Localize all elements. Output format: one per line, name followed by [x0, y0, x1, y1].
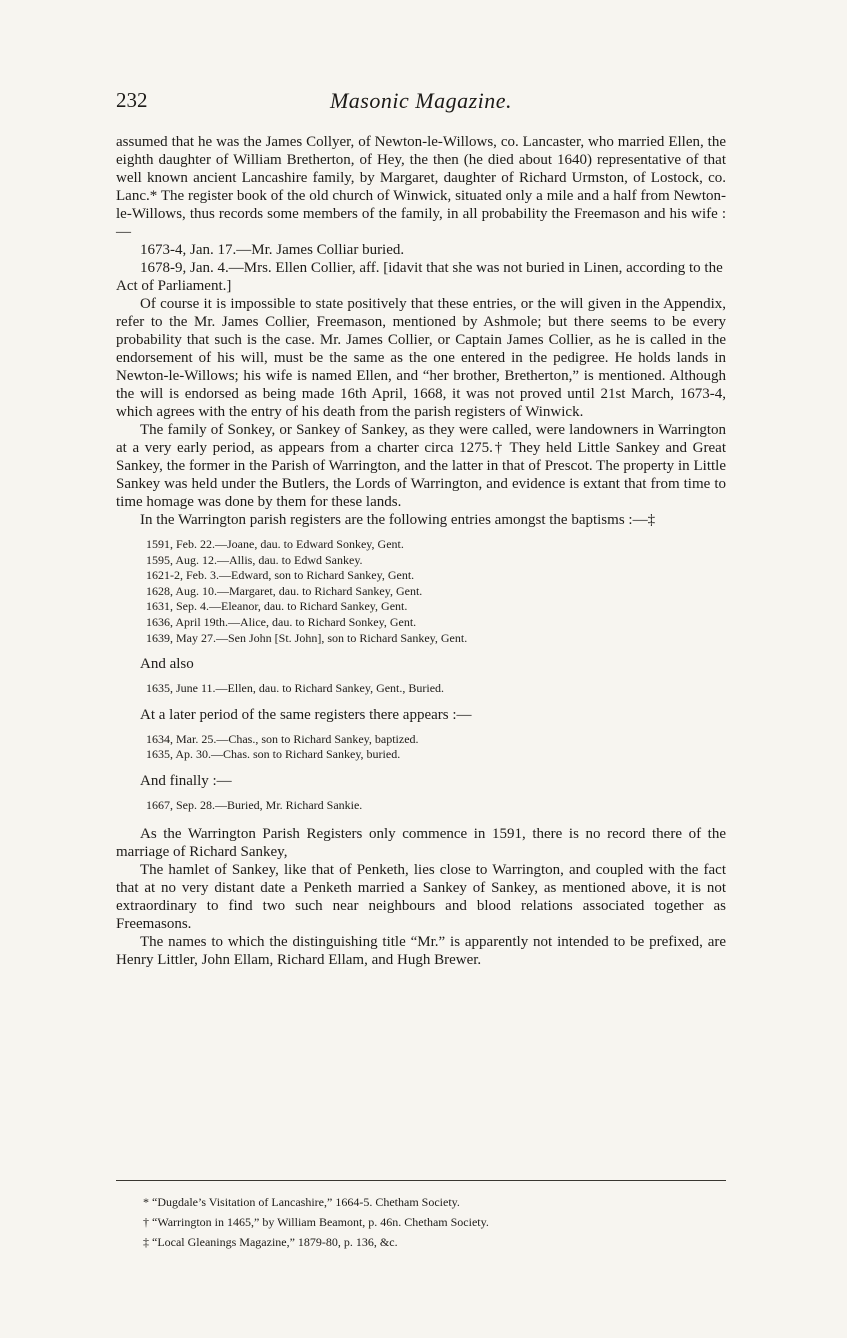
list-item: 1591, Feb. 22.—Joane, dau. to Edward Sonkey, Gent.	[146, 537, 404, 551]
and-also-line: And also	[140, 656, 194, 673]
running-title: Masonic Magazine.	[329, 88, 513, 113]
footnote: ‡ “Local Gleanings Magazine,” 1879-80, p. 136, &c.	[143, 1235, 398, 1249]
register-entry-james-colliar: 1673-4, Jan. 17.—Mr. James Colliar buried.	[140, 242, 405, 258]
paragraph-names: The names to which the distinguishing title “Mr.” is apparently not intended to be prefixed, are Henry Littler, John Ellam, Richard Ellam, and Hugh Brewer.	[116, 933, 726, 968]
paragraph-registers-commence: As the Warrington Parish Registers only commence in 1591, there is no record there of the marriage of Richard Sankey,	[116, 825, 726, 860]
page-header	[116, 88, 726, 118]
list-item: 1621-2, Feb. 3.—Edward, son to Richard Sankey, Gent.	[146, 568, 415, 583]
register-entry-ellen-collier: 1678-9, Jan. 4.—Mrs. Ellen Collier, aff. [idavit that she was not buried in Linen, according to the Act of Parliament.]	[116, 260, 723, 294]
footnote: * “Dugdale’s Visitation of Lancashire,” 1664-5. Chetham Society.	[143, 1195, 460, 1209]
burial-entry-1635: 1635, June 11.—Ellen, dau. to Richard Sankey, Gent., Buried.	[146, 681, 445, 696]
list-item: 1628, Aug. 10.—Margaret, dau. to Richard Sankey, Gent.	[146, 583, 423, 598]
page-number: 232	[116, 88, 148, 112]
footnote-divider	[116, 1180, 726, 1181]
paragraph-baptisms-intro: In the Warrington parish registers are the following entries amongst the baptisms :—‡	[140, 512, 656, 528]
list-item: 1631, Sep. 4.—Eleanor, dau. to Richard Sankey, Gent.	[146, 599, 408, 614]
paragraph-sankey-family: The family of Sonkey, or Sankey of Sankey, as they were called, were landowners in Warrington at a very early period, as appears from a charter circa 1275.† They held Little Sankey and Great Sankey, the former in the Parish of Warrington, and the latter in that of Prescot. The property in Little Sankey was held under the Butlers, the Lords of Warrington, and evidence is extant that from time to time homage was done by them for these lands.	[116, 422, 726, 510]
footnotes	[143, 1192, 723, 1252]
list-item: 1635, Ap. 30.—Chas. son to Richard Sankey, buried.	[146, 747, 401, 762]
article-body	[116, 133, 726, 969]
paragraph-collyer: assumed that he was the James Collyer, of Newton-le-Willows, co. Lancaster, who married Ellen, the eighth daughter of William Bretherton, of Hey, the then (he died about 1640) representative of that well known ancient Lancashire family, by Margaret, daughter of Richard Urmston, of Lostock, co. Lanc.* The register book of the old church of Winwick, situated only a mile and a half from Newton-le-Willows, thus records some members of the family, in all probability the Freemason and his wife :—	[116, 134, 726, 240]
list-item: 1634, Mar. 25.—Chas., son to Richard Sankey, baptized.	[146, 731, 419, 746]
and-finally-line: And finally :—	[140, 772, 232, 789]
list-item: 1639, May 27.—Sen John [St. John], son to Richard Sankey, Gent.	[146, 630, 468, 645]
later-period-line: At a later period of the same registers there appears :—	[140, 706, 472, 723]
final-entry: 1667, Sep. 28.—Buried, Mr. Richard Sankie.	[146, 797, 363, 812]
baptism-list	[146, 537, 726, 646]
paragraph-will: Of course it is impossible to state positively that these entries, or the will given in the Appendix, refer to the Mr. James Collier, Freemason, mentioned by Ashmole; but there seems to be every probability that such is the case. Mr. James Collier, or Captain James Collier, as he is called in the endorsement of his will, must be the same as the one entered in the pedigree. He holds lands in Newton-le-Willows; his wife is named Ellen, and “her brother, Bretherton,” is mentioned. Although the will is endorsed as being made 16th April, 1668, it was not proved until 21st March, 1673-4, which agrees with the entry of his death from the parish registers of Winwick.	[116, 296, 726, 420]
list-item: 1636, April 19th.—Alice, dau. to Richard Sonkey, Gent.	[146, 614, 417, 629]
later-entries-list	[146, 732, 726, 763]
paragraph-hamlet: The hamlet of Sankey, like that of Penketh, lies close to Warrington, and coupled with the fact that at no very distant date a Penketh married a Sankey of Sankey, as mentioned above, it is not extraordinary to find two such near neighbours and blood relations associated together as Freemasons.	[116, 861, 726, 932]
footnote: † “Warrington in 1465,” by William Beamont, p. 46n. Chetham Society.	[143, 1215, 489, 1229]
list-item: 1595, Aug. 12.—Allis, dau. to Edwd Sankey.	[146, 552, 363, 567]
